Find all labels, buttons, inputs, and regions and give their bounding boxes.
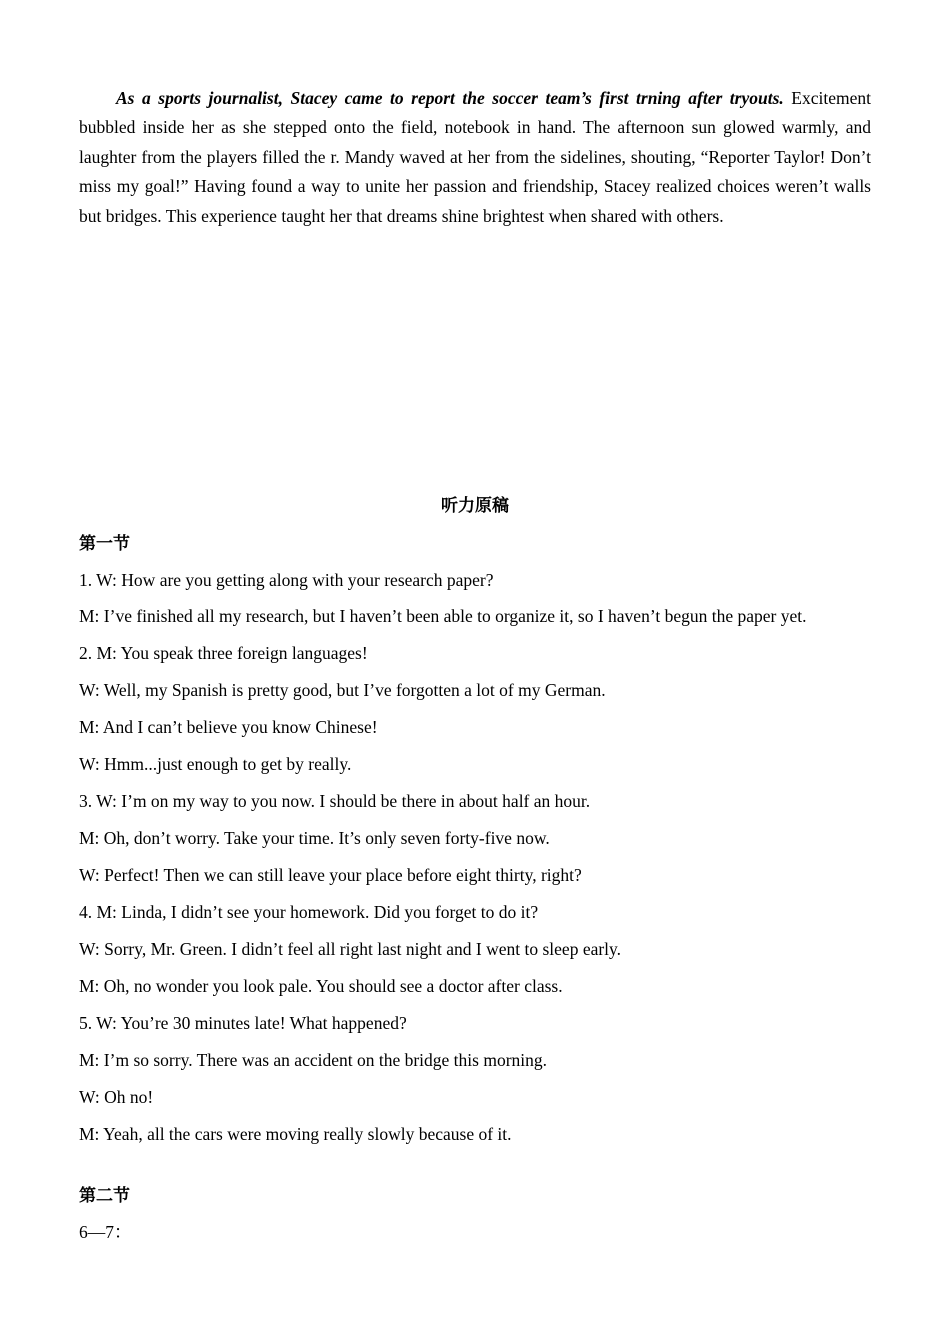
dialogue-line: 5. W: You’re 30 minutes late! What happened? (79, 1013, 407, 1033)
dialogue-line: W: Hmm...just enough to get by really. (79, 754, 352, 774)
dialogue-line: M: Oh, don’t worry. Take your time. It’s only seven forty-five now. (79, 828, 550, 848)
dialogue-line: 2. M: You speak three foreign languages! (79, 643, 368, 663)
dialogue-line: M: Yeah, all the cars were moving really slowly because of it. (79, 1124, 512, 1144)
dialogue-line: W: Oh no! (79, 1087, 154, 1107)
dialogue-line: M: I’ve finished all my research, but I haven’t been able to organize it, so I haven’t begun the paper yet. (79, 606, 807, 626)
transcript-title: 听力原稿 (441, 496, 509, 516)
dialogue-line: 3. W: I’m on my way to you now. I should be there in about half an hour. (79, 791, 591, 811)
story-paragraph (79, 84, 871, 231)
document-page (79, 84, 871, 1242)
section-2-first-line: 6—7： (79, 1222, 132, 1242)
section-2-heading: 第二节 (79, 1186, 130, 1206)
dialogue-line: M: Oh, no wonder you look pale. You should see a doctor after class. (79, 976, 563, 996)
dialogue-line: 4. M: Linda, I didn’t see your homework. Did you forget to do it? (79, 902, 539, 922)
dialogue-line: M: I’m so sorry. There was an accident on the bridge this morning. (79, 1050, 548, 1070)
story-body: Excitement bubbled inside her as she stepped onto the field, notebook in hand. The afternoon sun glowed warmly, and laughter from the players filled the r. Mandy waved at her from the sidelines, shouting, “Reporter Taylor! Don’t miss my goal!” Having found a way to unite her passion and friendship, Stacey realized choices weren’t walls but bridges. This experience taught her that dreams shine brightest when shared with others. (79, 88, 871, 226)
dialogue-line: M: And I can’t believe you know Chinese! (79, 717, 378, 737)
transcript-lines (79, 568, 871, 1159)
dialogue-line: W: Well, my Spanish is pretty good, but I’ve forgotten a lot of my German. (79, 680, 606, 700)
dialogue-line: W: Sorry, Mr. Green. I didn’t feel all right last night and I went to sleep early. (79, 939, 622, 959)
dialogue-line: W: Perfect! Then we can still leave your place before eight thirty, right? (79, 865, 582, 885)
story-lead-sentence: As a sports journalist, Stacey came to report the soccer team’s first trning after tryouts. (116, 88, 784, 108)
dialogue-line: 1. W: How are you getting along with your research paper? (79, 570, 494, 590)
section-1-heading: 第一节 (79, 534, 130, 554)
